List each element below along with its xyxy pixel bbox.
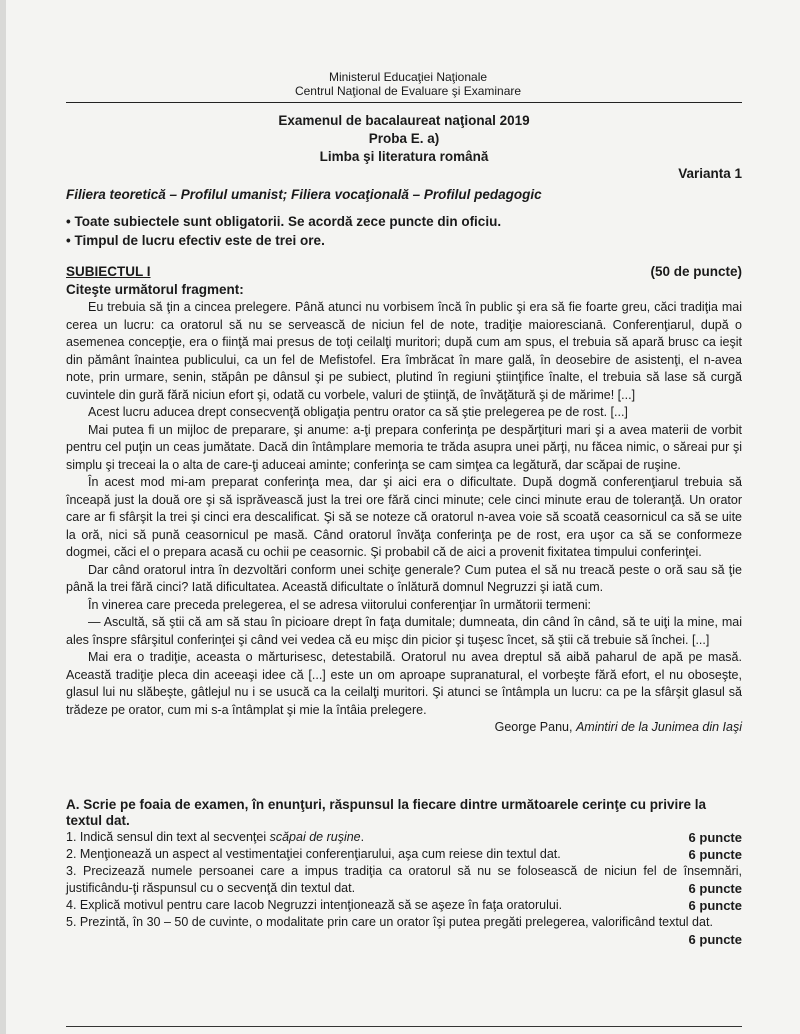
task-item [66, 846, 742, 863]
requirements-heading: A. Scrie pe foaia de examen, în enunţuri, răspunsul la fiecare dintre următoarele cerinţe cu privire la textul dat. [66, 797, 706, 828]
task-item [66, 914, 742, 947]
track-line: Filiera teoretică – Profilul umanist; Filiera vocaţională – Profilul pedagogic [66, 187, 542, 202]
task-points: 6 puncte [688, 847, 742, 862]
task-text: 4. Explică motivul pentru care Iacob Negruzzi intenţionează să se aşeze în faţa oratorului. [66, 898, 563, 912]
task-text: 5. Prezintă, în 30 – 50 de cuvinte, o modalitate prin care un orator îşi putea pregăti prelegerea, valorificând textul dat. [66, 915, 713, 929]
exam-subject: Limba şi literatura română [319, 149, 489, 164]
task-text: 1. Indică sensul din text al secvenţei [66, 830, 270, 844]
task-item [66, 897, 742, 914]
header [280, 70, 536, 98]
fragment-paragraph: Eu trebuia să ţin a cincea prelegere. Până atunci nu vorbisem încă în public şi era să fie foarte greu, căci tradiţia mai cerea un lucru: ca oratorul să nu se servească de niciun fel de note, tradiţie maiorescianā. Conferenţiarul, după o asemenea concepţie, era o fiinţă mai presus de toţi ceilalţi muritori; după cum am spus, el trebuia să apară brusc ca ieşit din pământ înaintea publicului, ca un fel de Mefistofel. Era îmbrăcat în mare gală, în deosebire de asistenţi, el n-avea note, prin urmare, senin, stăpân pe dânsul şi pe subiect, plutind în regiuni ştiinţifice înalte, el trebuia să lase să curgă cuvintele din gură fără niciun efort şi, odată cu vorbele, valuri de ştiinţă, de învăţătură şi de mărime! [...] [66, 300, 742, 402]
ministry-name: Ministerul Educaţiei Naţionale [328, 70, 488, 84]
fragment-paragraph: Mai putea fi un mijloc de preparare, şi anume: a-ţi prepara conferinţa pe despărţituri mari şi a avea materii de vorbit pentru cel puţin un ceas jumătate. Dacă din întâmplare memoria te trăda asupra unei părţi, nu făcea nimic, o săreai pur şi simplu şi treceai la o alta de care-ţi aduceai aminte; conferinţa se cam simţea ca legătură, dar scăpai de ruşine. [66, 422, 742, 472]
center-name: Centrul Naţional de Evaluare şi Examinare [294, 84, 522, 98]
subject-title: SUBIECTUL I [66, 264, 151, 279]
exam-title-block [66, 112, 742, 166]
author-name: George Panu, [494, 720, 573, 734]
source-citation [66, 719, 742, 737]
rule-item: • Toate subiectele sunt obligatorii. Se acordă zece puncte din oficiu. [66, 212, 501, 231]
fragment-paragraph: În vinerea care preceda prelegerea, el se adresa viitorului conferenţiar în următorii termeni: [88, 597, 592, 612]
rule-item: • Timpul de lucru efectiv este de trei ore. [66, 231, 501, 250]
task-text: 3. Precizează numele persoanei care a impus tradiţia ca oratorul să nu se folosească de niciun fel de însemnări, justificându-ţi răspunsul cu o secvenţă din textul dat. [66, 864, 742, 895]
task-text-end: . [360, 830, 365, 844]
exam-title: Examenul de bacalaureat naţional 2019 [278, 113, 530, 128]
exam-rules [66, 212, 501, 250]
fragment-paragraph: Dar când oratorul intra în dezvoltări conform unei schiţe generale? Cum putea el să nu treacă peste o oră sau să ţie până la trei fără cinci? Iată dificultatea. Această dificultate o înlătură domnul Negruzzi şi iată cum. [66, 562, 742, 594]
task-text: 2. Menţionează un aspect al vestimentaţiei conferenţiarului, aşa cum reiese din textul dat. [66, 847, 561, 861]
work-title: Amintiri de la Junimea din Iaşi [575, 720, 742, 734]
task-item [66, 829, 742, 846]
footer-divider [66, 1026, 742, 1027]
fragment-text [66, 299, 742, 737]
subject-points: (50 de puncte) [650, 264, 742, 279]
read-instruction: Citeşte următorul fragment: [66, 282, 244, 297]
task-points: 6 puncte [688, 932, 742, 947]
fragment-paragraph: — Ascultă, să ştii că am să stau în picioare drept în faţa dumitale; dumneata, din când în când, să te uiţi la mine, mai ales înspre sfârşitul conferinţei şi când vei vedea că eu mişc din picior şi tuşesc încet, să ştii că trebuie să închei. [...] [66, 615, 742, 647]
fragment-paragraph: Acest lucru aducea drept consecvenţă obligaţia pentru orator ca să ştie prelegerea pe de rost. [...] [88, 405, 628, 419]
task-points: 6 puncte [688, 830, 742, 845]
fragment-paragraph: Mai era o tradiţie, aceasta o mărturisesc, detestabilă. Oratorul nu avea dreptul să aibă paharul de apă pe masă. Această tradiţie pleca din aceeaşi idee că [...] este un om aproape supranatural, el vorbeşte fără efort, el nu oboseşte, glasul lui nu slăbeşte, gâtlejul nu i se usucă ca la ceilalţi muritori. Şi atunci se întâmpla un lucru: ca pe la sfârşit glasul să trădeze pe orator, cum mi s-a întâmplat şi mie la întâia prelegere. [66, 650, 742, 717]
subject-header [66, 264, 742, 279]
task-points: 6 puncte [688, 881, 742, 896]
task-list [66, 829, 742, 948]
task-emphasis: scăpai de ruşine [269, 830, 361, 844]
fragment-paragraph: În acest mod mi-am preparat conferinţa mea, dar şi aici era o dificultate. După dogmă conferenţiarul trebuia să înceapă just la două ore şi să isprăvească just la trei ore fără cinci minute; cele cinci minute erau de toleranţă. Un orator care ar fi sfârşit la trei şi cinci era descalificat. Şi să se noteze că oratorul n-avea voie să scoată ceasornicul ca să se uite la oră, nici să pună ceasornicul pe masă. Când oratorul învăţa conferinţa pe de rost, era uşor ca să se conformeze dogmei, căci el o prepara acasă cu ochii pe ceasornic. Şi probabil că de aici a provenit fixitatea timpului conferinţei. [66, 475, 742, 559]
task-points: 6 puncte [688, 898, 742, 913]
left-edge-shadow [0, 0, 6, 1034]
variant-label: Varianta 1 [678, 166, 742, 181]
header-divider [66, 102, 742, 103]
task-item [66, 863, 742, 897]
exam-proba: Proba E. a) [368, 131, 440, 146]
